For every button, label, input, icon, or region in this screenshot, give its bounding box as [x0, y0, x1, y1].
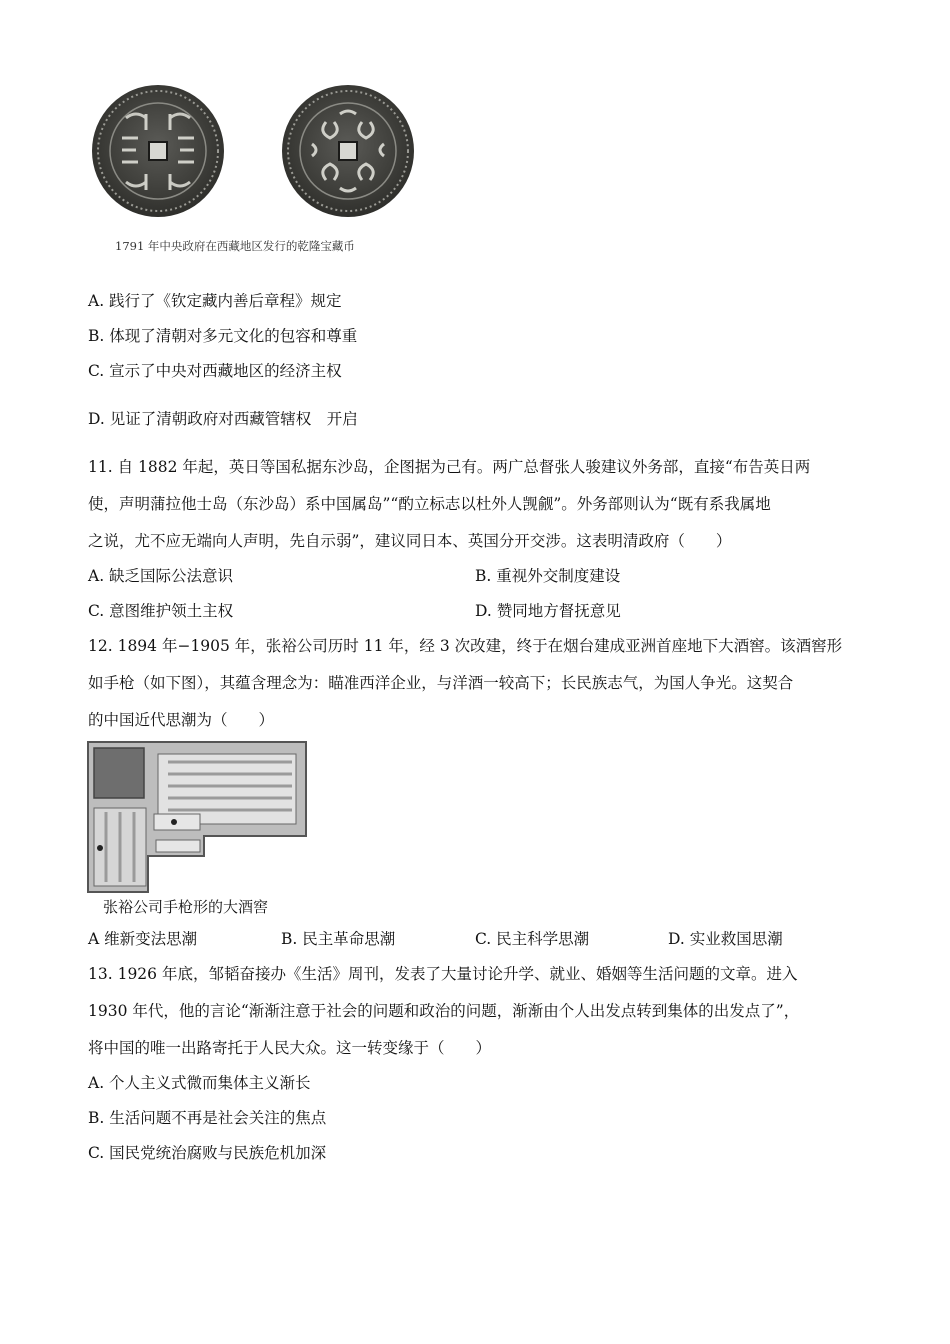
q12-option-c: C. 民主科学思潮 — [475, 930, 590, 948]
q13-option-b: B. 生活问题不再是社会关注的焦点 — [88, 1109, 327, 1127]
q12-stem-line-2: 如手枪（如下图），其蕴含理念为：瞄准西洋企业，与洋酒一较高下；长民族志气，为国人争光。这契合 — [88, 674, 794, 692]
coin-right — [282, 85, 414, 217]
q10-option-b: B. 体现了清朝对多元文化的包容和尊重 — [88, 327, 358, 345]
wine-cellar-plan-image — [86, 740, 310, 895]
q12-option-d: D. 实业救国思潮 — [668, 930, 783, 948]
q13-option-c: C. 国民党统治腐败与民族危机加深 — [88, 1144, 327, 1162]
q13-stem-line-1: 13. 1926 年底，邹韬奋接办《生活》周刊，发表了大量讨论升学、就业、婚姻等生活问题的文章。进入 — [88, 965, 798, 983]
q13-stem-line-2: 1930 年代，他的言论“渐渐注意于社会的问题和政治的问题，渐渐由个人出发点转到集体的出发点了”， — [88, 1002, 800, 1020]
q11-stem-line-2: 使，声明蒲拉他士岛（东沙岛）系中国属岛”“酌立标志以杜外人觊觎”。外务部则认为“既有系我属地 — [88, 495, 771, 513]
q11-option-c: C. 意图维护领土主权 — [88, 602, 234, 620]
q12-stem-line-3: 的中国近代思潮为（ ） — [88, 711, 275, 729]
q13-option-a: A. 个人主义式微而集体主义渐长 — [88, 1074, 311, 1092]
q10-option-a: A. 践行了《钦定藏内善后章程》规定 — [88, 292, 342, 310]
q11-stem-line-3: 之说，尤不应无端向人声明，先自示弱”，建议同日本、英国分开交涉。这表明清政府（ ） — [88, 532, 732, 550]
q11-option-d: D. 赞同地方督抚意见 — [475, 602, 621, 620]
q12-option-a: A 维新变法思潮 — [88, 930, 198, 948]
q10-option-d: D. 见证了清朝政府对西藏管辖权 开启 — [88, 410, 358, 428]
q10-option-c: C. 宣示了中央对西藏地区的经济主权 — [88, 362, 342, 380]
cellar-caption: 张裕公司手枪形的大酒窖 — [103, 898, 269, 916]
q11-option-a: A. 缺乏国际公法意识 — [88, 567, 234, 585]
coin-left — [92, 85, 224, 217]
q12-option-b: B. 民主革命思潮 — [281, 930, 396, 948]
q11-stem-line-1: 11. 自 1882 年起，英日等国私据东沙岛，企图据为己有。两广总督张人骏建议外务部，直接“布告英日两 — [88, 458, 811, 476]
q12-stem-line-1: 12. 1894 年−1905 年，张裕公司历时 11 年，经 3 次改建，终于在烟台建成亚洲首座地下大酒窖。该酒窖形 — [88, 637, 843, 655]
qianlong-coins-image — [86, 78, 418, 228]
coin-caption: 1791 年中央政府在西藏地区发行的乾隆宝藏币 — [115, 239, 355, 253]
q13-stem-line-3: 将中国的唯一出路寄托于人民大众。这一转变缘于（ ） — [88, 1039, 492, 1057]
q11-option-b: B. 重视外交制度建设 — [475, 567, 621, 585]
